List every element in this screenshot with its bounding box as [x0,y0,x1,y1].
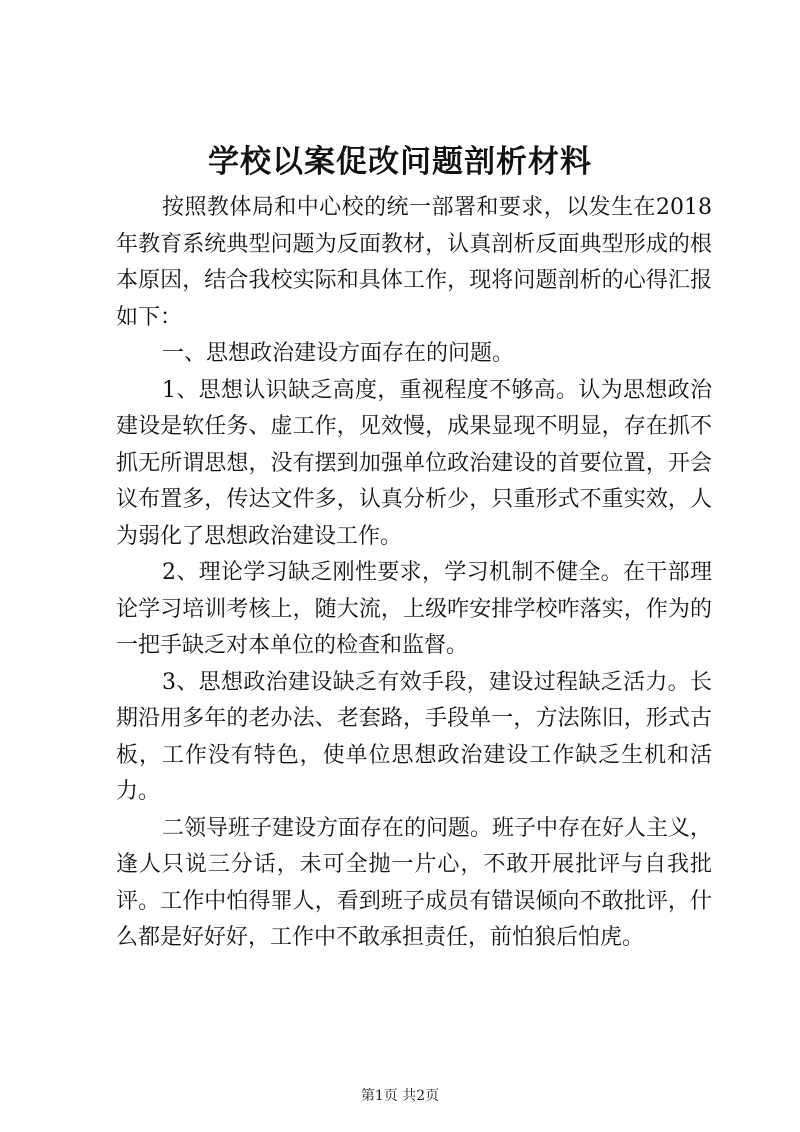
paragraph-intro: 按照教体局和中心校的统一部署和要求，以发生在2018年教育系统典型问题为反面教材，认真剖析反面典型形成的根本原因，结合我校实际和具体工作，现将问题剖析的心得汇报如下： [116,195,712,330]
document-body [116,190,712,957]
paragraph-item-1: 1、思想认识缺乏高度，重视程度不够高。认为思想政治建设是软任务、虚工作，见效慢，成果显现不明显，存在抓不抓无所谓思想，没有摆到加强单位政治建设的首要位置，开会议布置多，传达文件多，认真分析少，只重形式不重实效，人为弱化了思想政治建设工作。 [116,377,712,549]
document-title: 学校以案促改问题剖析材料 [208,144,592,180]
section-heading-ideology: 一、思想政治建设方面存在的问题。 [162,341,515,366]
paragraph-leadership: 二领导班子建设方面存在的问题。班子中存在好人主义，逢人只说三分话，未可全抛一片心，不敢开展批评与自我批评。工作中怕得罪人，看到班子成员有错误倾向不敢批评，什么都是好好好，工作中不敢承担责任，前怕狼后怕虎。 [116,815,713,950]
page-footer: 第1页 共2页 [360,1088,440,1104]
paragraph-item-3: 3、思想政治建设缺乏有效手段，建设过程缺乏活力。长期沿用多年的老办法、老套路，手段单一，方法陈旧，形式古板，工作没有特色，使单位思想政治建设工作缺乏生机和活力。 [116,669,712,804]
paragraph-item-2: 2、理论学习缺乏刚性要求，学习机制不健全。在干部理论学习培训考核上，随大流，上级咋安排学校咋落实，作为的一把手缺乏对本单位的检查和监督。 [116,560,712,658]
